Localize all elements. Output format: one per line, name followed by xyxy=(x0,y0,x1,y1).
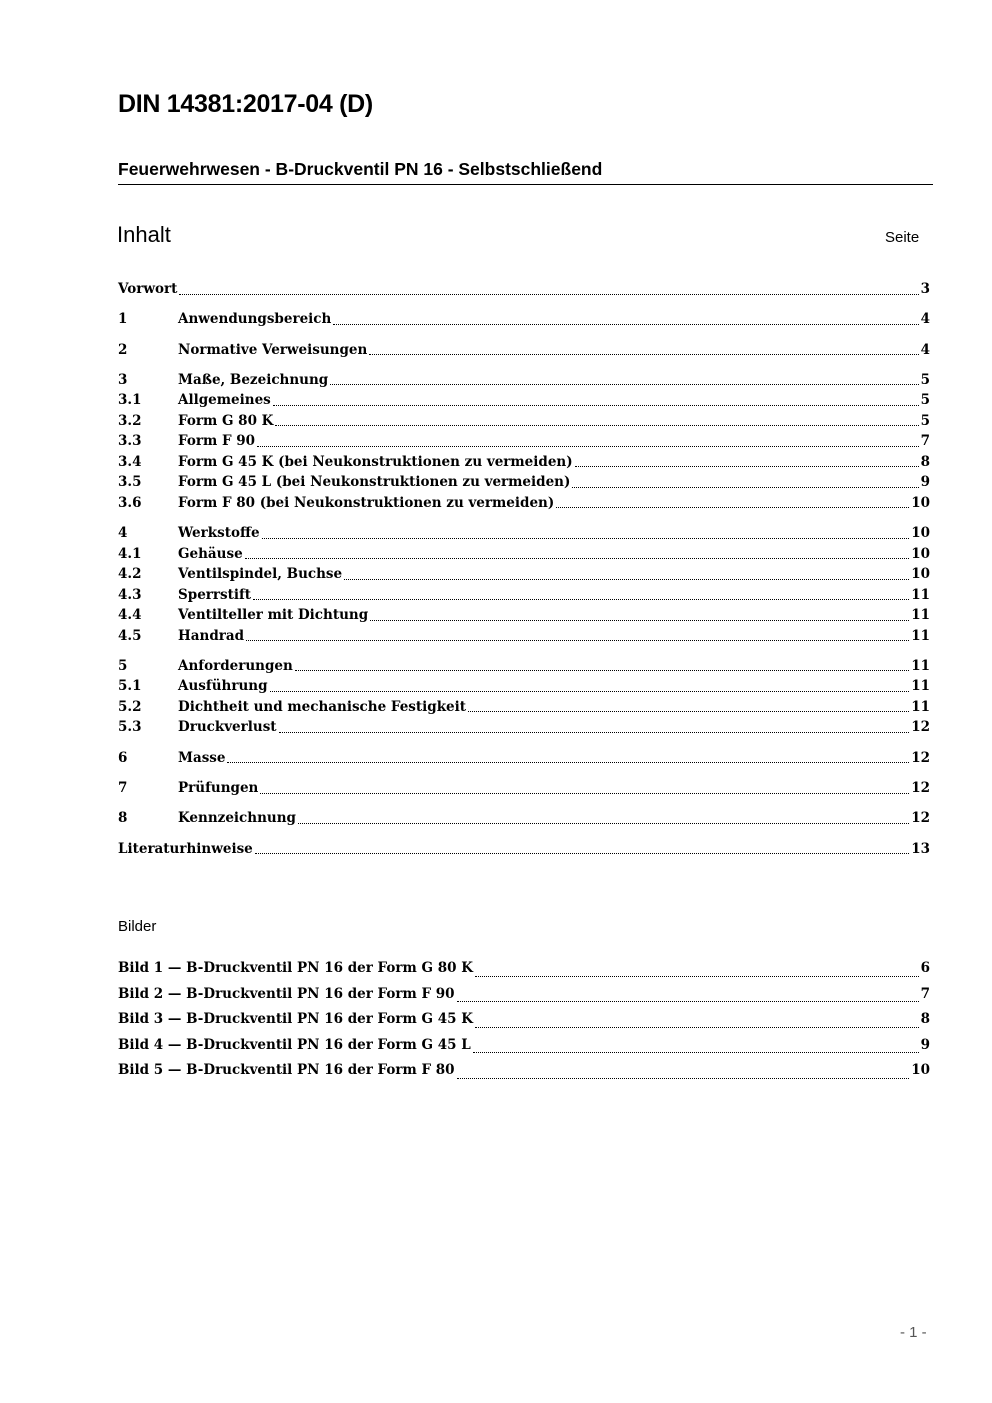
toc-entry-3-6[interactable] xyxy=(118,493,930,514)
toc-entry-title: Literaturhinweise xyxy=(118,840,253,857)
toc-entry-4-5[interactable] xyxy=(118,626,930,647)
toc-entry-title: Form F 80 (bei Neukonstruktionen zu vermeiden) xyxy=(178,494,555,511)
dot-leader xyxy=(246,639,909,641)
dot-leader xyxy=(457,1000,919,1002)
toc-entry-page: 8 xyxy=(920,453,930,470)
figure-entry-page: 9 xyxy=(920,1036,930,1053)
toc-entry-title: Form G 45 K (bei Neukonstruktionen zu vermeiden) xyxy=(178,453,573,470)
toc-entry-page: 10 xyxy=(911,545,930,562)
toc-entry-title: Ventilteller mit Dichtung xyxy=(178,607,369,624)
figure-entry-page: 8 xyxy=(920,1011,930,1028)
dot-leader xyxy=(245,557,910,559)
toc-entry-title: Form G 80 K xyxy=(178,412,274,429)
dot-leader xyxy=(227,761,909,763)
toc-entry-title: Form F 90 xyxy=(178,433,256,450)
figure-entry-1[interactable] xyxy=(118,956,930,982)
toc-entry-number: 4.1 xyxy=(118,545,142,562)
dot-leader xyxy=(179,293,918,295)
figure-entry-title: Bild 2 — B-Druckventil PN 16 der Form F 90 xyxy=(118,985,455,1002)
toc-entry-2[interactable] xyxy=(118,340,930,361)
toc-entry-page: 5 xyxy=(920,371,930,388)
dot-leader xyxy=(330,383,918,385)
toc-entry-page: 10 xyxy=(911,525,930,542)
toc-entry-page: 4 xyxy=(920,311,930,328)
toc-entry-vorwort[interactable] xyxy=(118,279,930,300)
dot-leader xyxy=(473,1051,919,1053)
toc-entry-title: Masse xyxy=(178,749,226,766)
figure-entry-5[interactable] xyxy=(118,1058,930,1084)
toc-entry-number: 3.3 xyxy=(118,433,142,450)
figures-heading: Bilder xyxy=(118,918,157,935)
toc-entry-number: 5.3 xyxy=(118,719,142,736)
toc-entry-number: 8 xyxy=(118,810,128,827)
toc-entry-number: 1 xyxy=(118,311,128,328)
toc-entry-page: 11 xyxy=(911,657,930,674)
toc-entry-number: 4.4 xyxy=(118,607,142,624)
toc-entry-page: 3 xyxy=(920,281,930,297)
toc-entry-title: Sperrstift xyxy=(178,586,252,603)
toc-entry-page: 12 xyxy=(911,719,930,736)
toc-entry-page: 11 xyxy=(911,678,930,695)
dot-leader xyxy=(475,975,919,977)
toc-entry-4-4[interactable] xyxy=(118,605,930,626)
toc-entry-title: Dichtheit und mechanische Festigkeit xyxy=(178,698,467,715)
toc-entry-page: 11 xyxy=(911,607,930,624)
toc-entry-title: Prüfungen xyxy=(178,780,259,797)
figure-entry-title: Bild 4 — B-Druckventil PN 16 der Form G 45 L xyxy=(118,1036,471,1053)
toc-entry-title: Allgemeines xyxy=(178,392,271,409)
toc-entry-number: 4.3 xyxy=(118,586,142,603)
dot-leader xyxy=(275,424,918,426)
toc-entry-title: Ventilspindel, Buchse xyxy=(178,566,343,583)
toc-entry-3-3[interactable] xyxy=(118,431,930,452)
toc-entry-number: 5 xyxy=(118,657,128,674)
toc-entry-page: 13 xyxy=(911,840,930,857)
toc-entry-title: Anforderungen xyxy=(178,657,293,674)
toc-entry-title: Kennzeichnung xyxy=(178,810,296,827)
toc-entry-6[interactable] xyxy=(118,748,930,769)
figure-entry-4[interactable] xyxy=(118,1033,930,1059)
dot-leader xyxy=(556,506,909,508)
toc-entry-page: 12 xyxy=(911,810,930,827)
dot-leader xyxy=(572,486,918,488)
dot-leader xyxy=(262,537,910,539)
toc-entry-title: Normative Verweisungen xyxy=(178,341,368,358)
toc-entry-3-4[interactable] xyxy=(118,452,930,473)
toc-entry-3-1[interactable] xyxy=(118,390,930,411)
figure-entry-title: Bild 1 — B-Druckventil PN 16 der Form G 80 K xyxy=(118,960,473,976)
toc-entry-number: 6 xyxy=(118,749,128,766)
toc-heading: Inhalt xyxy=(117,222,171,247)
figure-entry-title: Bild 3 — B-Druckventil PN 16 der Form G 45 K xyxy=(118,1011,473,1028)
figure-entry-3[interactable] xyxy=(118,1007,930,1033)
dot-leader xyxy=(255,852,909,854)
toc-entry-number: 3.2 xyxy=(118,412,142,429)
toc-entry-8[interactable] xyxy=(118,808,930,829)
toc-entry-3-5[interactable] xyxy=(118,472,930,493)
dot-leader xyxy=(575,465,919,467)
table-of-contents xyxy=(118,279,930,859)
toc-entry-page: 9 xyxy=(920,474,930,491)
toc-entry-number: 4 xyxy=(118,525,128,542)
toc-entry-number: 7 xyxy=(118,780,128,797)
figure-entry-page: 10 xyxy=(911,1062,930,1079)
toc-entry-7[interactable] xyxy=(118,778,930,799)
toc-entry-title: Vorwort xyxy=(118,281,178,297)
toc-entry-number: 3 xyxy=(118,371,128,388)
dot-leader xyxy=(295,669,909,671)
toc-entry-page: 11 xyxy=(911,586,930,603)
toc-entry-page: 11 xyxy=(911,698,930,715)
figure-entry-page: 6 xyxy=(920,960,930,976)
dot-leader xyxy=(468,710,909,712)
toc-entry-title: Ausführung xyxy=(178,678,268,695)
toc-entry-number: 2 xyxy=(118,341,128,358)
dot-leader xyxy=(475,1026,919,1028)
dot-leader xyxy=(370,619,909,621)
toc-entry-number: 4.5 xyxy=(118,627,142,644)
figure-entry-page: 7 xyxy=(920,985,930,1002)
toc-entry-page: 12 xyxy=(911,780,930,797)
toc-entry-page: 5 xyxy=(920,412,930,429)
toc-entry-number: 5.1 xyxy=(118,678,142,695)
toc-entry-title: Werkstoffe xyxy=(178,525,260,542)
toc-entry-page: 11 xyxy=(911,627,930,644)
dot-leader xyxy=(333,323,918,325)
toc-entry-title: Handrad xyxy=(178,627,245,644)
dot-leader xyxy=(260,792,909,794)
toc-entry-page: 10 xyxy=(911,566,930,583)
toc-entry-literaturhinweise[interactable] xyxy=(118,839,930,860)
figure-entry-2[interactable] xyxy=(118,982,930,1008)
toc-entry-5-1[interactable] xyxy=(118,676,930,697)
toc-entry-number: 3.4 xyxy=(118,453,142,470)
toc-entry-title: Maße, Bezeichnung xyxy=(178,371,329,388)
document-title: DIN 14381:2017-04 (D) xyxy=(118,90,373,118)
dot-leader xyxy=(270,690,910,692)
toc-entry-title: Anwendungsbereich xyxy=(178,311,332,328)
toc-entry-4-1[interactable] xyxy=(118,544,930,565)
toc-entry-3[interactable] xyxy=(118,370,930,391)
toc-entry-4-3[interactable] xyxy=(118,585,930,606)
toc-entry-number: 3.5 xyxy=(118,474,142,491)
toc-entry-page: 5 xyxy=(920,392,930,409)
toc-entry-page: 4 xyxy=(920,341,930,358)
dot-leader xyxy=(273,404,919,406)
toc-entry-5-3[interactable] xyxy=(118,717,930,738)
dot-leader xyxy=(344,578,909,580)
dot-leader xyxy=(369,353,918,355)
dot-leader xyxy=(279,731,910,733)
toc-entry-4-2[interactable] xyxy=(118,564,930,585)
toc-entry-1[interactable] xyxy=(118,309,930,330)
toc-entry-page: 12 xyxy=(911,749,930,766)
toc-entry-5[interactable] xyxy=(118,656,930,677)
toc-entry-page: 10 xyxy=(911,494,930,511)
list-of-figures xyxy=(118,956,930,1084)
footer-page-number: - 1 - xyxy=(900,1324,927,1341)
dot-leader xyxy=(253,598,909,600)
toc-page-label: Seite xyxy=(885,229,920,246)
toc-entry-title: Druckverlust xyxy=(178,719,277,736)
dot-leader xyxy=(257,445,919,447)
document-subtitle: Feuerwehrwesen - B-Druckventil PN 16 - Selbstschließend xyxy=(118,159,933,185)
toc-entry-3-2[interactable] xyxy=(118,411,930,432)
toc-entry-page: 7 xyxy=(920,433,930,450)
dot-leader xyxy=(298,822,909,824)
figure-entry-title: Bild 5 — B-Druckventil PN 16 der Form F 80 xyxy=(118,1062,455,1079)
toc-entry-title: Gehäuse xyxy=(178,545,243,562)
toc-entry-number: 3.1 xyxy=(118,392,142,409)
toc-entry-5-2[interactable] xyxy=(118,697,930,718)
toc-entry-4[interactable] xyxy=(118,523,930,544)
toc-entry-number: 5.2 xyxy=(118,698,142,715)
toc-entry-number: 3.6 xyxy=(118,494,142,511)
toc-entry-title: Form G 45 L (bei Neukonstruktionen zu vermeiden) xyxy=(178,474,571,491)
toc-entry-number: 4.2 xyxy=(118,566,142,583)
dot-leader xyxy=(457,1077,910,1079)
